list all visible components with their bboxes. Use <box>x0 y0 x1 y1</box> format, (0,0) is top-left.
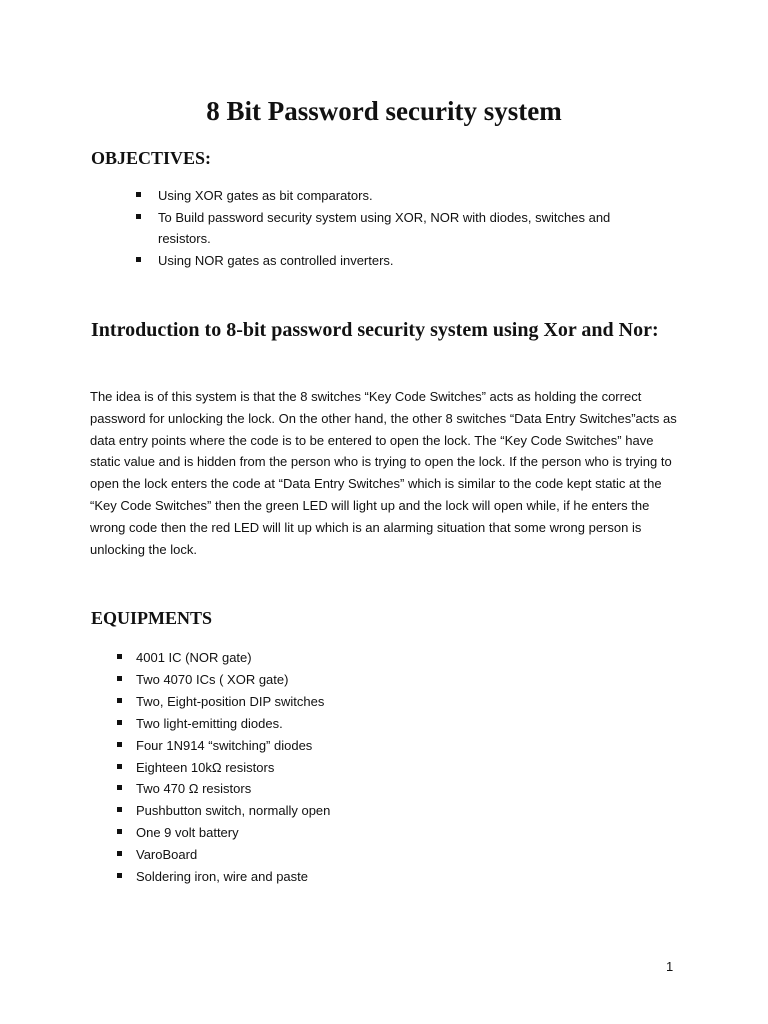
list-item-text: Two 470 Ω resistors <box>136 781 252 797</box>
square-bullet-icon <box>117 873 122 878</box>
list-item-text: 4001 IC (NOR gate) <box>136 650 252 665</box>
objectives-heading: OBJECTIVES: <box>91 148 212 168</box>
square-bullet-icon <box>117 785 122 790</box>
equipments-heading: EQUIPMENTS <box>91 608 213 628</box>
square-bullet-icon <box>136 257 141 262</box>
list-item-text: Two light-emitting diodes. <box>136 715 283 731</box>
equipments-list <box>136 647 536 888</box>
list-item <box>136 822 536 844</box>
list-item <box>158 207 638 250</box>
document-title: 8 Bit Password security system <box>206 96 562 126</box>
list-item <box>136 800 536 822</box>
list-item-text: Eighteen 10kΩ resistors <box>136 759 275 775</box>
list-item <box>136 691 536 713</box>
list-item-text: One 9 volt battery <box>136 825 239 841</box>
square-bullet-icon <box>136 214 141 219</box>
list-item <box>136 844 536 866</box>
list-item-text: VaroBoard <box>136 847 198 863</box>
square-bullet-icon <box>117 829 122 834</box>
list-item-text: Soldering iron, wire and paste <box>136 869 308 885</box>
list-item <box>136 713 536 735</box>
list-item <box>136 669 536 691</box>
square-bullet-icon <box>117 654 122 659</box>
list-item-text: To Build password security system using XOR, NOR with diodes, switches and resistors. <box>158 209 611 247</box>
list-item-text: Two, Eight-position DIP switches <box>136 693 325 709</box>
list-item <box>136 735 536 757</box>
list-item <box>158 185 638 207</box>
page-number: 1 <box>666 959 674 974</box>
list-item-text: Using NOR gates as controlled inverters. <box>158 253 394 269</box>
square-bullet-icon <box>117 742 122 747</box>
list-item-text: Two 4070 ICs ( XOR gate) <box>136 671 289 687</box>
square-bullet-icon <box>136 192 141 197</box>
list-item <box>136 866 536 888</box>
list-item-text: Four 1N914 “switching” diodes <box>136 737 313 753</box>
square-bullet-icon <box>117 698 122 703</box>
list-item-text: Pushbutton switch, normally open <box>136 803 331 819</box>
square-bullet-icon <box>117 720 122 725</box>
list-item <box>158 250 638 272</box>
list-item <box>136 757 536 779</box>
list-item <box>136 778 536 800</box>
square-bullet-icon <box>117 676 122 681</box>
square-bullet-icon <box>117 807 122 812</box>
introduction-heading: Introduction to 8-bit password security system using Xor and Nor: <box>91 319 659 341</box>
list-item-text: Using XOR gates as bit comparators. <box>158 188 373 203</box>
introduction-paragraph: The idea is of this system is that the 8 switches “Key Code Switches” acts as holding the correct password for unlocking the lock. On the other hand, the other 8 switches “Data Entry Switches”acts as data entry points where the code is to be entered to open the lock. The “Key Code Switches” have static value and is hidden from the person who is trying to open the lock. If the person who is trying to open the lock enters the code at “Data Entry Switches” which is similar to the code kept static at the “Key Code Switches” then the green LED will light up and the lock will open while, if he enters the wrong code then the red LED will lit up which is an alarming situation that some wrong person is unlocking the lock. <box>90 389 677 557</box>
square-bullet-icon <box>117 764 122 769</box>
objectives-list <box>158 185 638 272</box>
list-item <box>136 647 536 669</box>
square-bullet-icon <box>117 851 122 856</box>
